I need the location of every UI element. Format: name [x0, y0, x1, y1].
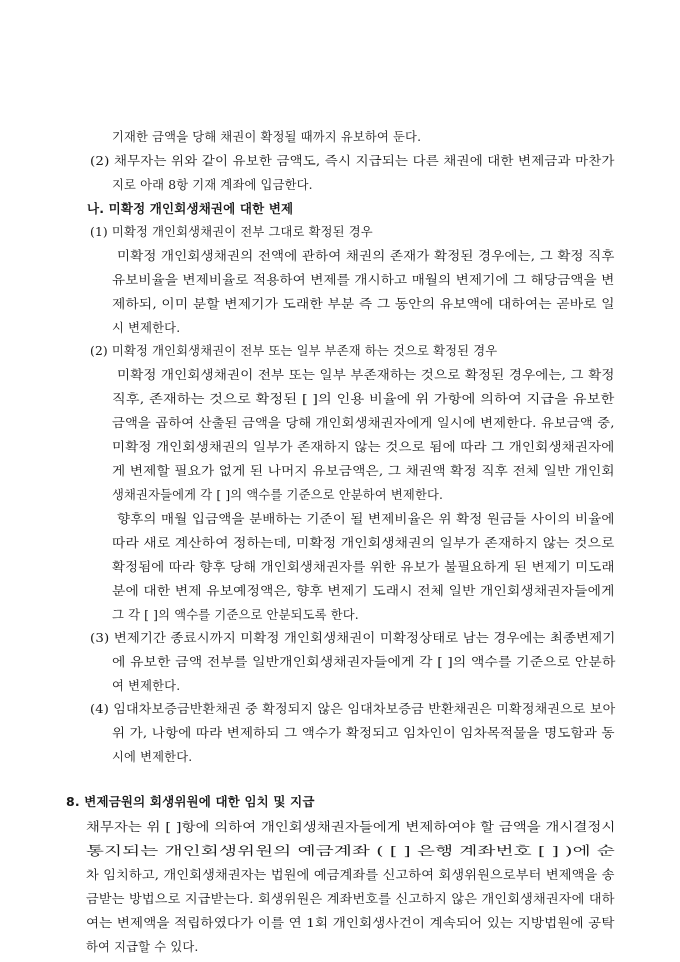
text-line: 에 유보한 금액 전부를 일반개인회생채권자들에게 각 [ ]의 액수를 기준으로 안분하 — [112, 655, 616, 669]
text-line: (4) 임대차보증금반환채권 중 확정되지 않은 임대차보증금 반환채권은 미확정채권으로 보아 — [90, 702, 616, 716]
text-line: 미확정 개인회생채권의 일부가 존재하지 않는 것으로 됨에 따라 그 개인회생채권자에 — [112, 440, 615, 454]
text-line: 게 변제할 필요가 없게 된 나머지 유보금액은, 그 채권액 확정 직후 전체 일반 개인회 — [112, 464, 615, 478]
text-line: 통지되는 개인회생위원의 예금계좌 ( [ ] 은행 계좌번호 [ ] )에 순 — [86, 844, 615, 858]
text-line: 그 각 [ ]의 액수를 기준으로 안분되도록 한다. — [112, 608, 359, 622]
text-line: 분에 대한 변제 유보예정액은, 향후 변제기 도래시 전체 일반 개인회생채권자들에게 — [112, 584, 615, 598]
text-line: 기재한 금액을 당해 채권이 확정될 때까지 유보하여 둔다. — [112, 130, 422, 144]
text-line: 금받는 방법으로 지급받는다. 회생위원은 계좌번호를 신고하지 않은 개인회생채권자에 대하 — [86, 892, 615, 906]
text-line: 미확정 개인회생채권의 전액에 관하여 채권의 존재가 확정된 경우에는, 그 확정 직후 — [117, 249, 615, 263]
text-line: (1) 미확정 개인회생채권이 전부 그대로 확정된 경우 — [90, 225, 373, 239]
text-line: 차 임치하고, 개인회생채권자는 법원에 예금계좌를 신고하여 회생위원으로부터 변제액을 송 — [86, 868, 615, 882]
text-line: 제하되, 이미 분할 변제기가 도래한 부분 즉 그 동안의 유보액에 대하여는 곧바로 일 — [112, 297, 615, 311]
text-line: 향후의 매월 입금액을 분배하는 기준이 될 변제비율은 위 확정 원금들 사이의 비율에 — [117, 512, 615, 526]
text-line: 유보비율을 변제비율로 적용하여 변제를 개시하고 매월의 변제기에 그 해당금액을 변 — [112, 273, 615, 287]
text-line: 시 변제한다. — [112, 321, 181, 335]
section-heading: 나. 미확정 개인회생채권에 대한 변제 — [87, 201, 294, 216]
text-line: 확정됨에 따라 향후 당해 개인회생채권자를 위한 유보가 불필요하게 된 변제기 미도래 — [112, 560, 615, 574]
section-heading: 8. 변제금원의 회생위원에 대한 임치 및 지급 — [66, 794, 315, 809]
text-line: 시에 변제한다. — [112, 750, 193, 764]
text-line: 따라 새로 계산하여 정하는데, 미확정 개인회생채권의 일부가 존재하지 않는 것으로 — [112, 536, 615, 550]
text-line: 여는 변제액을 적립하였다가 이를 연 1회 개인회생사건이 계속되어 있는 지방법원에 공탁 — [86, 916, 615, 930]
text-line: 미확정 개인회생채권이 전부 또는 일부 부존재하는 것으로 확정된 경우에는, 그 확정 — [117, 368, 615, 382]
text-line: 채무자는 위 [ ]항에 의하여 개인회생채권자들에게 변제하여야 할 금액을 개시결정시 — [86, 820, 616, 834]
text-line: (3) 변제기간 종료시까지 미확정 개인회생채권이 미확정상태로 남는 경우에는 최종변제기 — [90, 631, 616, 645]
text-line: 지로 아래 8항 기재 계좌에 입금한다. — [112, 178, 313, 192]
text-line: (2) 채무자는 위와 같이 유보한 금액도, 즉시 지급되는 다른 채권에 대한 변제금과 마찬가 — [90, 154, 615, 168]
text-line: 위 가, 나항에 따라 변제하되 그 액수가 확정되고 임차인이 임차목적물을 명도함과 동 — [112, 726, 615, 740]
text-line: 하여 지급할 수 있다. — [86, 940, 199, 954]
text-line: 여 변제한다. — [112, 679, 181, 693]
text-line: 금액을 곱하여 산출된 금액을 당해 개인회생채권자에게 일시에 변제한다. 유보금액 중, — [112, 416, 615, 430]
text-line: 생채권자들에게 각 [ ]의 액수를 기준으로 안분하여 변제한다. — [112, 488, 444, 502]
text-line: 직후, 존재하는 것으로 확정된 [ ]의 인용 비율에 위 가항에 의하여 지급을 유보한 — [112, 392, 615, 406]
text-line: (2) 미확정 개인회생채권이 전부 또는 일부 부존재 하는 것으로 확정된 경우 — [90, 344, 498, 358]
